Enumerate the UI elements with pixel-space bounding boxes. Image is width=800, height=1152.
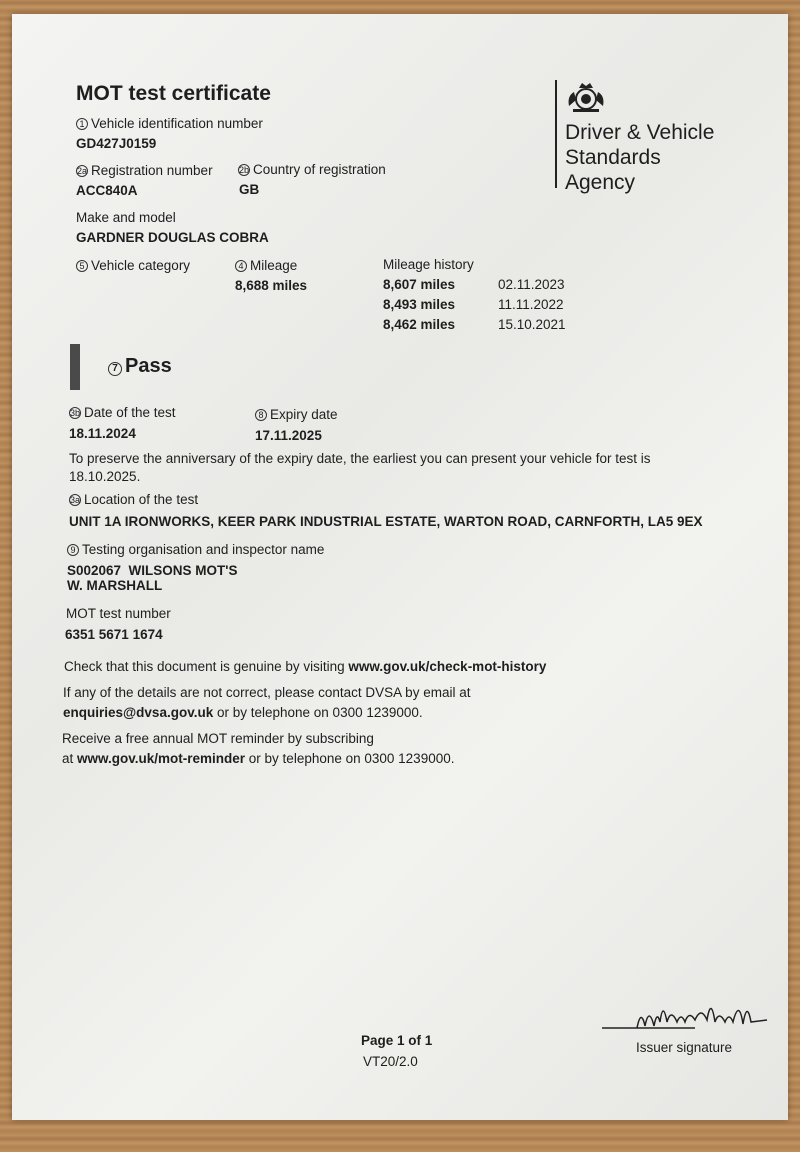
expiry-date-value: 17.11.2025 xyxy=(255,428,322,443)
history-date: 02.11.2023 xyxy=(498,277,565,292)
agency-name xyxy=(565,120,714,195)
field-number: 3a xyxy=(70,495,81,505)
organisation-value: S002067 WILSONS MOT'S xyxy=(67,563,238,578)
vin-value: GD427J0159 xyxy=(76,136,157,151)
page-title: MOT test certificate xyxy=(76,82,271,105)
check-mot-history-link[interactable]: www.gov.uk/check-mot-history xyxy=(348,659,547,674)
agency-line-2: Standards xyxy=(565,146,661,169)
history-miles: 8,607 miles xyxy=(383,277,456,292)
form-code: VT20/2.0 xyxy=(363,1054,418,1069)
inspector-name: W. MARSHALL xyxy=(67,578,163,593)
test-date-label: 3b Date of the test xyxy=(70,405,176,420)
anniversary-date: 18.10.2025. xyxy=(69,469,141,484)
registration-value: ACC840A xyxy=(76,183,138,198)
country-label: 2b Country of registration xyxy=(239,162,386,177)
mileage-history-label: Mileage history xyxy=(383,257,474,272)
page-number: Page 1 of 1 xyxy=(361,1033,433,1048)
field-number: 2a xyxy=(77,166,88,176)
field-number: 9 xyxy=(67,544,79,556)
check-genuine-text: Check that this document is genuine by visiting www.gov.uk/check-mot-history xyxy=(64,659,547,674)
mileage-label: 4 Mileage xyxy=(235,258,297,273)
country-value: GB xyxy=(239,182,260,197)
agency-line-1: Driver & Vehicle xyxy=(565,121,715,144)
history-date: 11.11.2022 xyxy=(498,297,564,312)
history-miles: 8,462 miles xyxy=(383,317,456,332)
expiry-date-label: 8 Expiry date xyxy=(255,407,338,422)
make-model-label: Make and model xyxy=(76,210,176,225)
agency-divider xyxy=(555,80,557,188)
mileage-value: 8,688 miles xyxy=(235,278,308,293)
field-number: 1 xyxy=(76,118,88,130)
registration-label: 2a Registration number xyxy=(77,163,213,178)
certificate-paper xyxy=(12,14,788,1120)
reminder-line-2: at www.gov.uk/mot-reminder or by telephone on 0300 1239000. xyxy=(62,751,455,766)
history-miles: 8,493 miles xyxy=(383,297,456,312)
location-value: UNIT 1A IRONWORKS, KEER PARK INDUSTRIAL ESTATE, WARTON ROAD, CARNFORTH, LA5 9EX xyxy=(69,514,703,529)
history-date: 15.10.2021 xyxy=(498,317,566,332)
field-number: 8 xyxy=(255,409,267,421)
reminder-text: Receive a free annual MOT reminder by subscribing xyxy=(62,731,374,746)
agency-line-3: Agency xyxy=(565,171,636,194)
contact-text: If any of the details are not correct, please contact DVSA by email at xyxy=(63,685,471,700)
test-number-value: 6351 5671 1674 xyxy=(65,627,163,642)
field-number: 5 xyxy=(76,260,88,272)
test-number-label: MOT test number xyxy=(66,606,171,621)
field-number: 7 xyxy=(108,362,122,376)
dvsa-email-link[interactable]: enquiries@dvsa.gov.uk xyxy=(63,705,214,720)
make-model-value: GARDNER DOUGLAS COBRA xyxy=(76,230,269,245)
field-number: 4 xyxy=(235,260,247,272)
issuer-signature-label: Issuer signature xyxy=(636,1040,733,1055)
field-number: 2b xyxy=(239,165,250,175)
anniversary-note: To preserve the anniversary of the expiry date, the earliest you can present your vehicle for test is xyxy=(69,451,651,466)
result-bar xyxy=(70,344,80,390)
royal-crest-icon xyxy=(565,80,607,114)
contact-line-2: enquiries@dvsa.gov.uk or by telephone on 0300 1239000. xyxy=(63,705,423,720)
mot-reminder-link[interactable]: www.gov.uk/mot-reminder xyxy=(77,751,246,766)
test-date-value: 18.11.2024 xyxy=(69,426,136,441)
field-number: 3b xyxy=(70,408,81,418)
category-label: 5 Vehicle category xyxy=(76,258,190,273)
vin-label: 1 Vehicle identification number xyxy=(76,116,263,131)
result-pass: 7 Pass xyxy=(108,355,172,378)
location-label: 3a Location of the test xyxy=(70,492,199,507)
organisation-label: 9 Testing organisation and inspector name xyxy=(67,542,324,557)
